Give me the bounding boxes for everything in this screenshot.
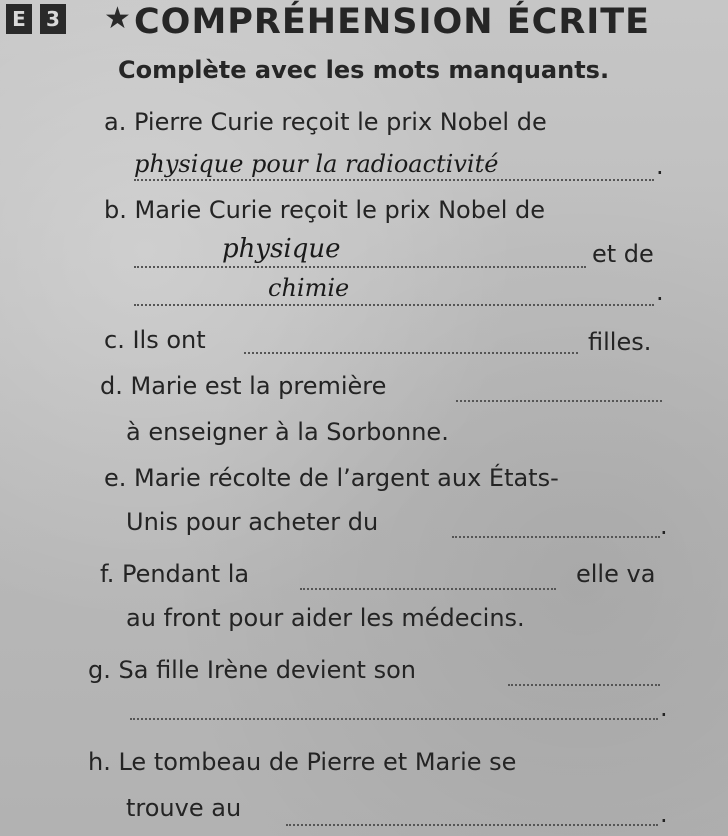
- item-c-text: c. Ils ont: [104, 326, 206, 354]
- item-g-text: g. Sa fille Irène devient son: [88, 656, 416, 684]
- item-h-text: h. Le tombeau de Pierre et Marie se: [88, 748, 517, 776]
- item-b-period: .: [656, 278, 664, 306]
- item-c-end: filles.: [588, 328, 652, 356]
- item-f-text-2: au front pour aider les médecins.: [126, 604, 525, 632]
- item-g-blank-1[interactable]: [508, 684, 660, 686]
- item-b-handwritten-answer-1: physique: [222, 234, 341, 264]
- item-f-blank[interactable]: [300, 588, 556, 590]
- item-h-period: .: [660, 800, 668, 828]
- item-d-text: d. Marie est la première: [100, 372, 387, 400]
- item-b-text: b. Marie Curie reçoit le prix Nobel de: [104, 196, 546, 224]
- item-f-end: elle va: [576, 560, 656, 588]
- item-c-blank[interactable]: [244, 352, 578, 354]
- item-a-handwritten-answer: physique pour la radioactivité: [134, 150, 499, 178]
- item-b-handwritten-answer-2: chimie: [268, 274, 350, 302]
- item-e-blank[interactable]: [452, 536, 660, 538]
- item-g-period: .: [660, 694, 668, 722]
- item-b-and: et de: [592, 240, 654, 268]
- item-h-blank[interactable]: [286, 824, 658, 826]
- item-b-blank-2[interactable]: [134, 304, 654, 306]
- item-d-text-2: à enseigner à la Sorbonne.: [126, 418, 449, 446]
- item-e-text: e. Marie récolte de l’argent aux États-: [104, 464, 559, 492]
- item-d-blank[interactable]: [456, 400, 662, 402]
- page-title: COMPRÉHENSION ÉCRITE: [134, 2, 651, 42]
- item-e-text-2: Unis pour acheter du: [126, 508, 379, 536]
- item-a-blank[interactable]: [134, 179, 654, 181]
- exercise-badge-number: 3: [40, 4, 66, 34]
- item-h-text-2: trouve au: [126, 794, 242, 822]
- item-g-blank-2[interactable]: [130, 718, 658, 720]
- exercise-badge-e: E: [6, 4, 32, 34]
- item-e-period: .: [660, 512, 668, 540]
- instruction: Complète avec les mots manquants.: [118, 56, 610, 84]
- item-b-blank-1[interactable]: [134, 266, 586, 268]
- star-icon: ★: [104, 1, 131, 36]
- item-a-text: a. Pierre Curie reçoit le prix Nobel de: [104, 108, 547, 136]
- item-f-text: f. Pendant la: [100, 560, 250, 588]
- item-a-period: .: [656, 152, 664, 180]
